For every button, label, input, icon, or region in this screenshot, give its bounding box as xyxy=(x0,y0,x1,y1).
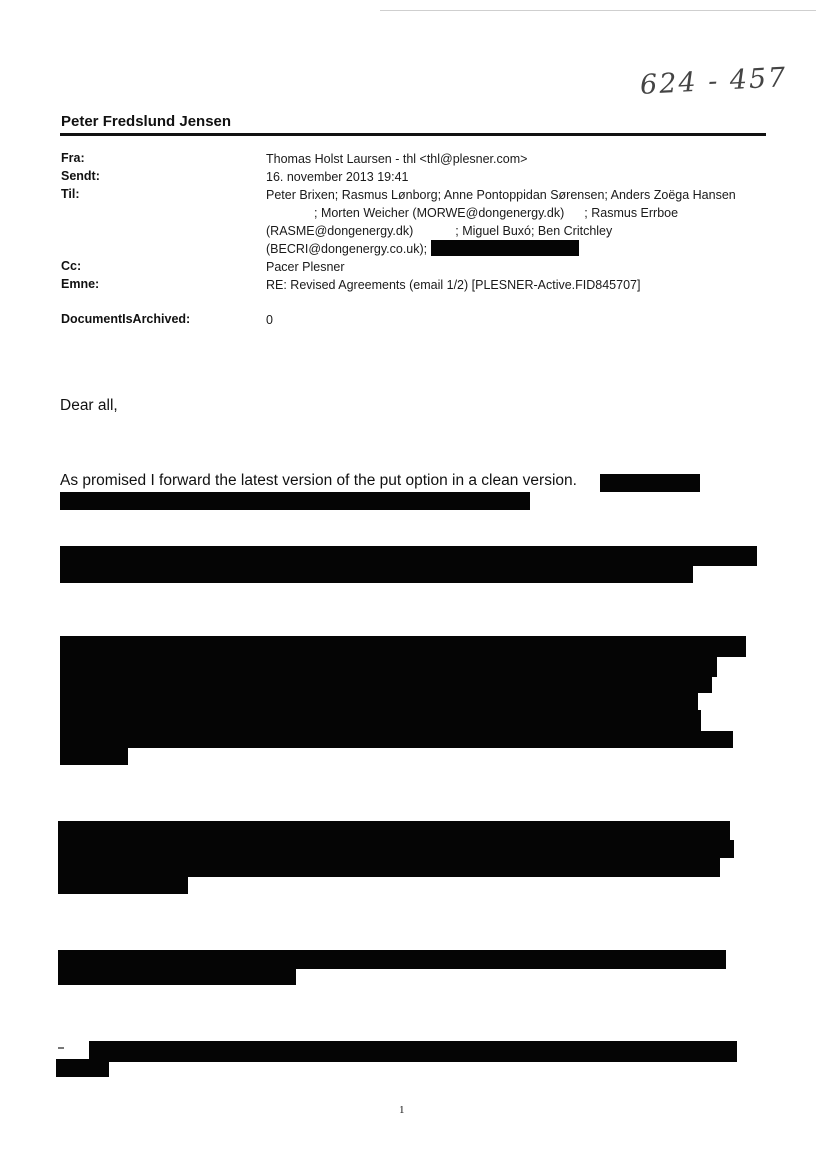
archived-label: DocumentIsArchived: xyxy=(61,312,191,326)
subject-value: RE: Revised Agreements (email 1/2) [PLESNER-Active.FID845707] xyxy=(266,278,641,292)
redaction-block xyxy=(58,857,720,877)
greeting: Dear all, xyxy=(60,397,118,414)
redaction-block xyxy=(58,968,296,985)
cc-value: Pacer Plesner xyxy=(266,260,345,274)
redaction-block xyxy=(58,821,730,841)
redaction-block xyxy=(58,876,188,894)
from-label: Fra: xyxy=(61,151,85,165)
cc-label: Cc: xyxy=(61,259,82,273)
redaction-block xyxy=(60,656,717,677)
redaction-block xyxy=(60,692,698,710)
to-line-2 xyxy=(266,204,761,222)
handwritten-reference: 624 - 457 xyxy=(639,62,789,101)
redaction-block xyxy=(58,950,726,969)
archived-value: 0 xyxy=(266,313,273,327)
bullet-dash xyxy=(58,1047,64,1049)
redaction-block xyxy=(60,636,746,657)
redaction-block xyxy=(58,840,734,858)
redaction-block xyxy=(56,1059,109,1077)
redaction-block xyxy=(60,710,701,732)
scan-edge-line xyxy=(380,10,816,11)
to-line-1: Peter Brixen; Rasmus Lønborg; Anne Pontoppidan Sørensen; Anders Zoëga Hansen xyxy=(266,188,736,202)
redaction-block xyxy=(60,492,530,510)
redaction-block xyxy=(89,1041,737,1062)
to-recipients xyxy=(266,186,761,258)
page-number: 1 xyxy=(399,1104,405,1116)
to-line-3-b: ; Miguel Buxó; Ben Critchley xyxy=(455,224,613,238)
redaction-recipient xyxy=(431,240,579,256)
to-line-2-a: ; Morten Weicher (MORWE@dongenergy.dk) xyxy=(314,206,565,220)
mailbox-owner-name: Peter Fredslund Jensen xyxy=(61,113,232,130)
redaction-block xyxy=(60,546,757,566)
redaction-block xyxy=(60,676,712,693)
redaction-block xyxy=(600,474,700,492)
to-line-4-a: (BECRI@dongenergy.co.uk); xyxy=(266,242,428,256)
redaction-block xyxy=(60,731,733,748)
subject-label: Emne: xyxy=(61,277,100,291)
body-paragraph-1: As promised I forward the latest version of the put option in a clean version. xyxy=(60,472,577,489)
sent-label: Sendt: xyxy=(61,169,100,183)
to-line-2-b: ; Rasmus Errboe xyxy=(584,206,679,220)
header-divider xyxy=(60,133,766,136)
redaction-block xyxy=(60,747,128,765)
to-line-3-a: (RASME@dongenergy.dk) xyxy=(266,224,414,238)
to-line-4 xyxy=(266,240,761,258)
to-label: Til: xyxy=(61,187,80,201)
to-line-3 xyxy=(266,222,761,240)
sent-value: 16. november 2013 19:41 xyxy=(266,170,409,184)
from-value: Thomas Holst Laursen - thl <thl@plesner.com> xyxy=(266,152,528,166)
redaction-block xyxy=(60,565,693,583)
